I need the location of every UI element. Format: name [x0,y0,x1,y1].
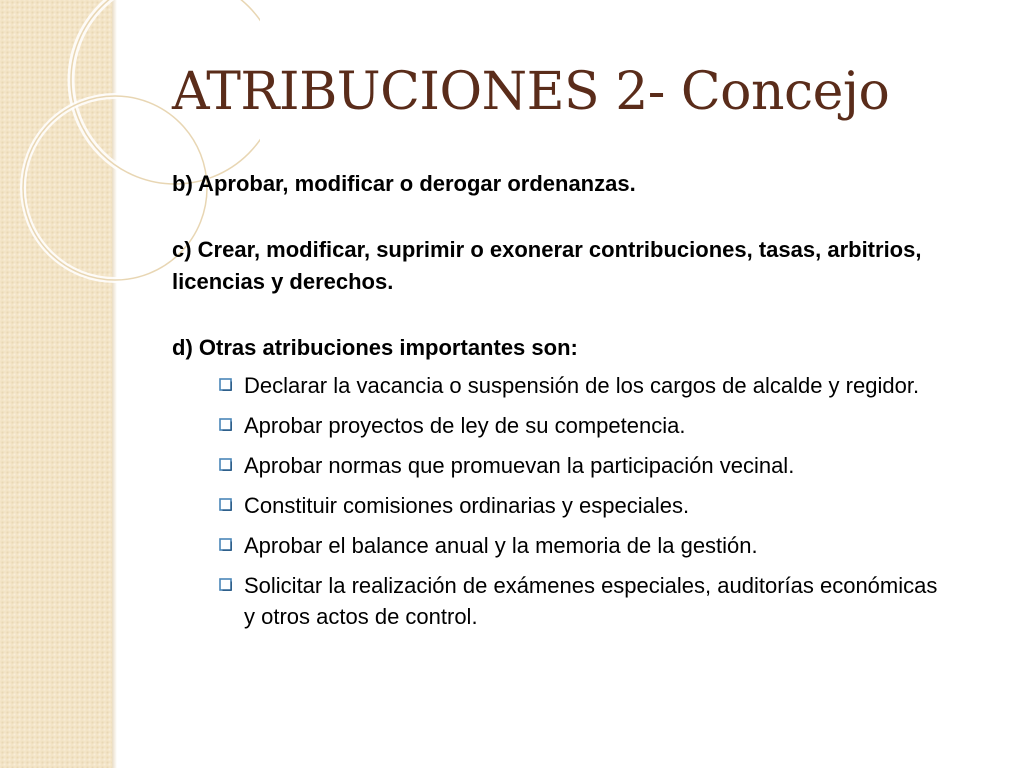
bullet-text: Declarar la vacancia o suspensión de los cargos de alcalde y regidor. [244,373,920,398]
hollow-square-icon [219,578,232,591]
bullet-item [216,570,952,632]
slide-body [172,168,952,641]
bullet-text: Solicitar la realización de exámenes especiales, auditorías económicas y otros actos de control. [244,573,938,629]
bullet-item [216,490,952,521]
hollow-square-icon [219,378,232,391]
hollow-square-icon [219,538,232,551]
paragraph-d: d) Otras atribuciones importantes son: [172,335,578,360]
bullet-item [216,530,952,561]
bullet-item [216,370,952,401]
slide-title: ATRIBUCIONES 2- Concejo [172,62,890,122]
paragraph-b: b) Aprobar, modificar o derogar ordenanzas. [172,171,636,196]
bullet-text: Aprobar normas que promuevan la participación vecinal. [244,453,795,478]
hollow-square-icon [219,418,232,431]
bullet-item [216,450,952,481]
bullet-list [172,370,952,632]
hollow-square-icon [219,498,232,511]
bullet-text: Aprobar proyectos de ley de su competencia. [244,413,686,438]
bullet-text: Aprobar el balance anual y la memoria de la gestión. [244,533,758,558]
bullet-item [216,410,952,441]
bullet-text: Constituir comisiones ordinarias y especiales. [244,493,690,518]
paragraph-c: c) Crear, modificar, suprimir o exonerar contribuciones, tasas, arbitrios, licencias y derechos. [172,237,922,294]
hollow-square-icon [219,458,232,471]
